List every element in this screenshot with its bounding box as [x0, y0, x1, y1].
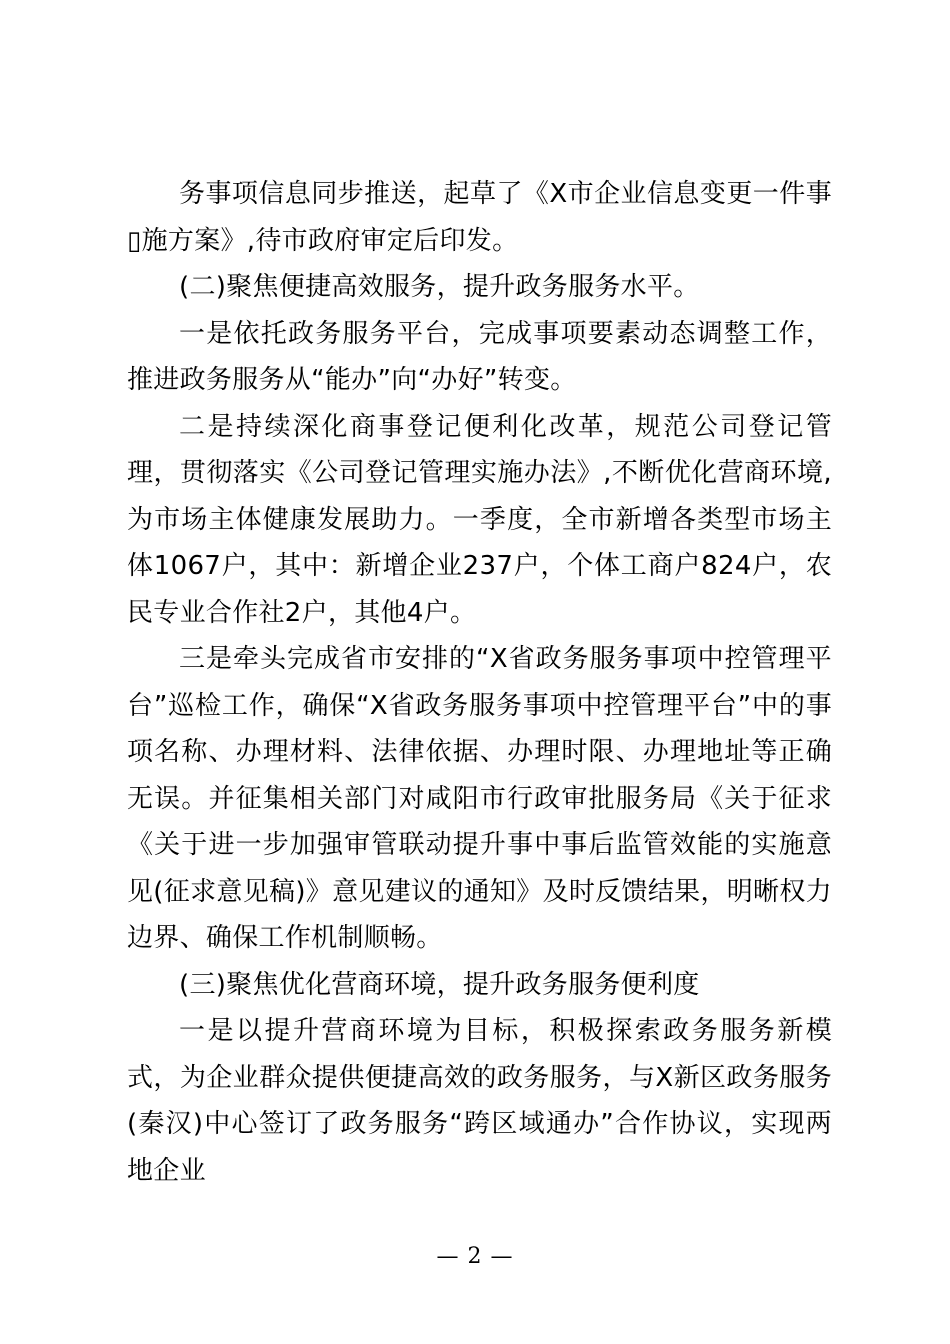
paragraph-platform-adjustment: 一是依托政务服务平台，完成事项要素动态调整工作，推进政务服务从“能办”向“办好”转变。	[127, 318, 832, 395]
page-number: — 2 —	[436, 1244, 514, 1269]
section-heading-3: (三)聚焦优化营商环境，提升政务服务便利度	[179, 969, 700, 1000]
document-body	[127, 171, 832, 1194]
paragraph-continued-text: 务事项信息同步推送，起草了《X市企业信息变更一件事▯施方案》,待市政府审定后印发。	[127, 179, 832, 256]
paragraph-business-environment: 一是以提升营商环境为目标，积极探索政务服务新模式，为企业群众提供便捷高效的政务服务，与X新区政务服务(秦汉)中心签订了政务服务“跨区域通办”合作协议，实现两地企业	[127, 1016, 832, 1186]
section-heading-2: (二)聚焦便捷高效服务，提升政务服务水平。	[179, 272, 700, 302]
paragraph-platform-inspection: 三是牵头完成省市安排的“X省政务服务事项中控管理平台”巡检工作，确保“X省政务服务事项中控管理平台”中的事项名称、办理材料、法律依据、办理时限、办理地址等正确无误。并征集相关部门对咸阳市行政审批服务局《关于征求《关于进一步加强审管联动提升事中事后监管效能的实施意见(征求意见稿)》意见建议的通知》及时反馈结果，明晰权力边界、确保工作机制顺畅。	[127, 644, 832, 953]
paragraph-registration-reform: 二是持续深化商事登记便利化改革，规范公司登记管理，贯彻落实《公司登记管理实施办法》,不断优化营商环境, 为市场主体健康发展助力。一季度，全市新增各类型市场主体1067户，其中：新增企业237户，个体工商户824户，农民专业合作社2户，其他4户。	[127, 411, 832, 628]
